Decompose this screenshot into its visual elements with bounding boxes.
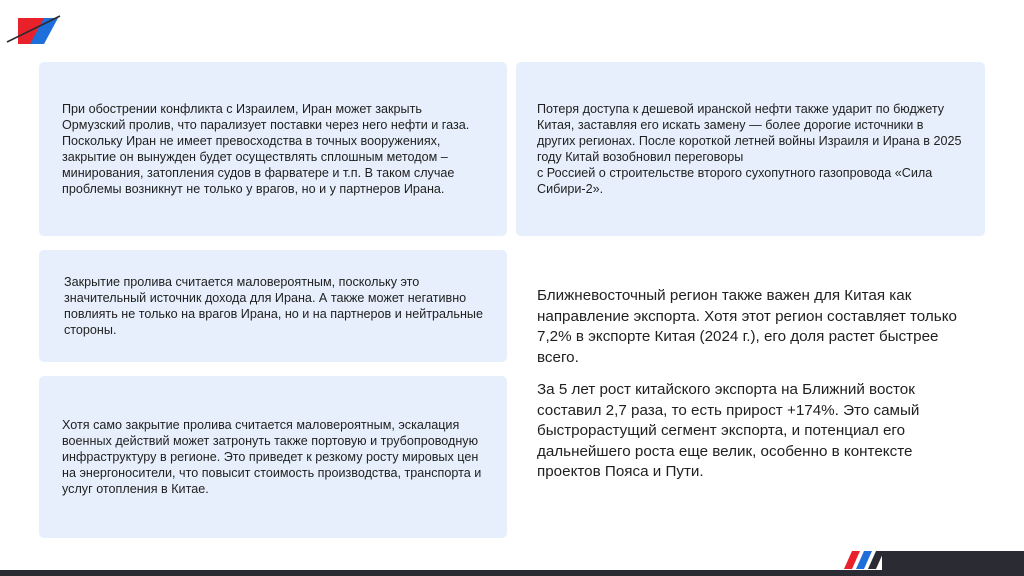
card-text-part: Потеря доступа к дешевой иранской нефти также ударит по бюджету Китая, заставляя его искать замену — более дорогие источники в других регионах. После короткой летней войны Израиля и Ирана в 2025 году Китай возобновил переговоры [537, 102, 962, 164]
export-importance-paragraph: Ближневосточный регион также важен для Китая как направление экспорта. Хотя этот регион составляет только 7,2% в экспорте Китая (2024 г.), его доля растет быстрее всего. [537, 287, 957, 366]
info-card-closure-unlikely [39, 250, 507, 362]
brand-logo-icon [6, 14, 64, 48]
info-card-hormuz-closure [39, 62, 507, 236]
footer-bar [0, 570, 1024, 576]
card-text: При обострении конфликта с Израилем, Иран может закрыть Ормузский пролив, что парализует поставки через него нефти и газа. Поскольку Иран не имеет превосходства в точных вооружениях, закрытие он вынужден будет осуществлять сплошным методом – минирования, затопления судов в фарватере и т.п. В таком случае проблемы возникнут не только у врагов, но и у партнеров Ирана. [62, 102, 470, 196]
brand-stripes-icon [844, 549, 886, 571]
info-card-escalation-risk [39, 376, 507, 538]
footer-accent-block [882, 551, 1024, 570]
export-growth-paragraph: За 5 лет рост китайского экспорта на Ближний восток составил 2,7 раза, то есть прирост +174%. Это самый быстрорастущий сегмент экспорта, и потенциал его дальнейшего роста еще велик, особенно в контексте проектов Пояса и Пути. [537, 381, 920, 480]
info-card-china-budget [516, 62, 985, 236]
card-text: Закрытие пролива считается маловероятным, поскольку это значительный источник дохода для Ирана. А также может негативно повлиять не только на врагов Ирана, но и на партнеров и нейтральные стороны. [64, 275, 483, 337]
card-text [537, 101, 963, 197]
card-text: Хотя само закрытие пролива считается маловероятным, эскалация военных действий может затронуть также портовую и трубопроводную инфраструктуру в регионе. Это приведет к резкому росту мировых цен на энергоносители, что повысит стоимость производства, транспорта и услуг отопления в Китае. [62, 418, 482, 496]
card-text-part: с Россией о строительстве второго сухопутного газопровода «Сила Сибири-2». [537, 166, 933, 196]
